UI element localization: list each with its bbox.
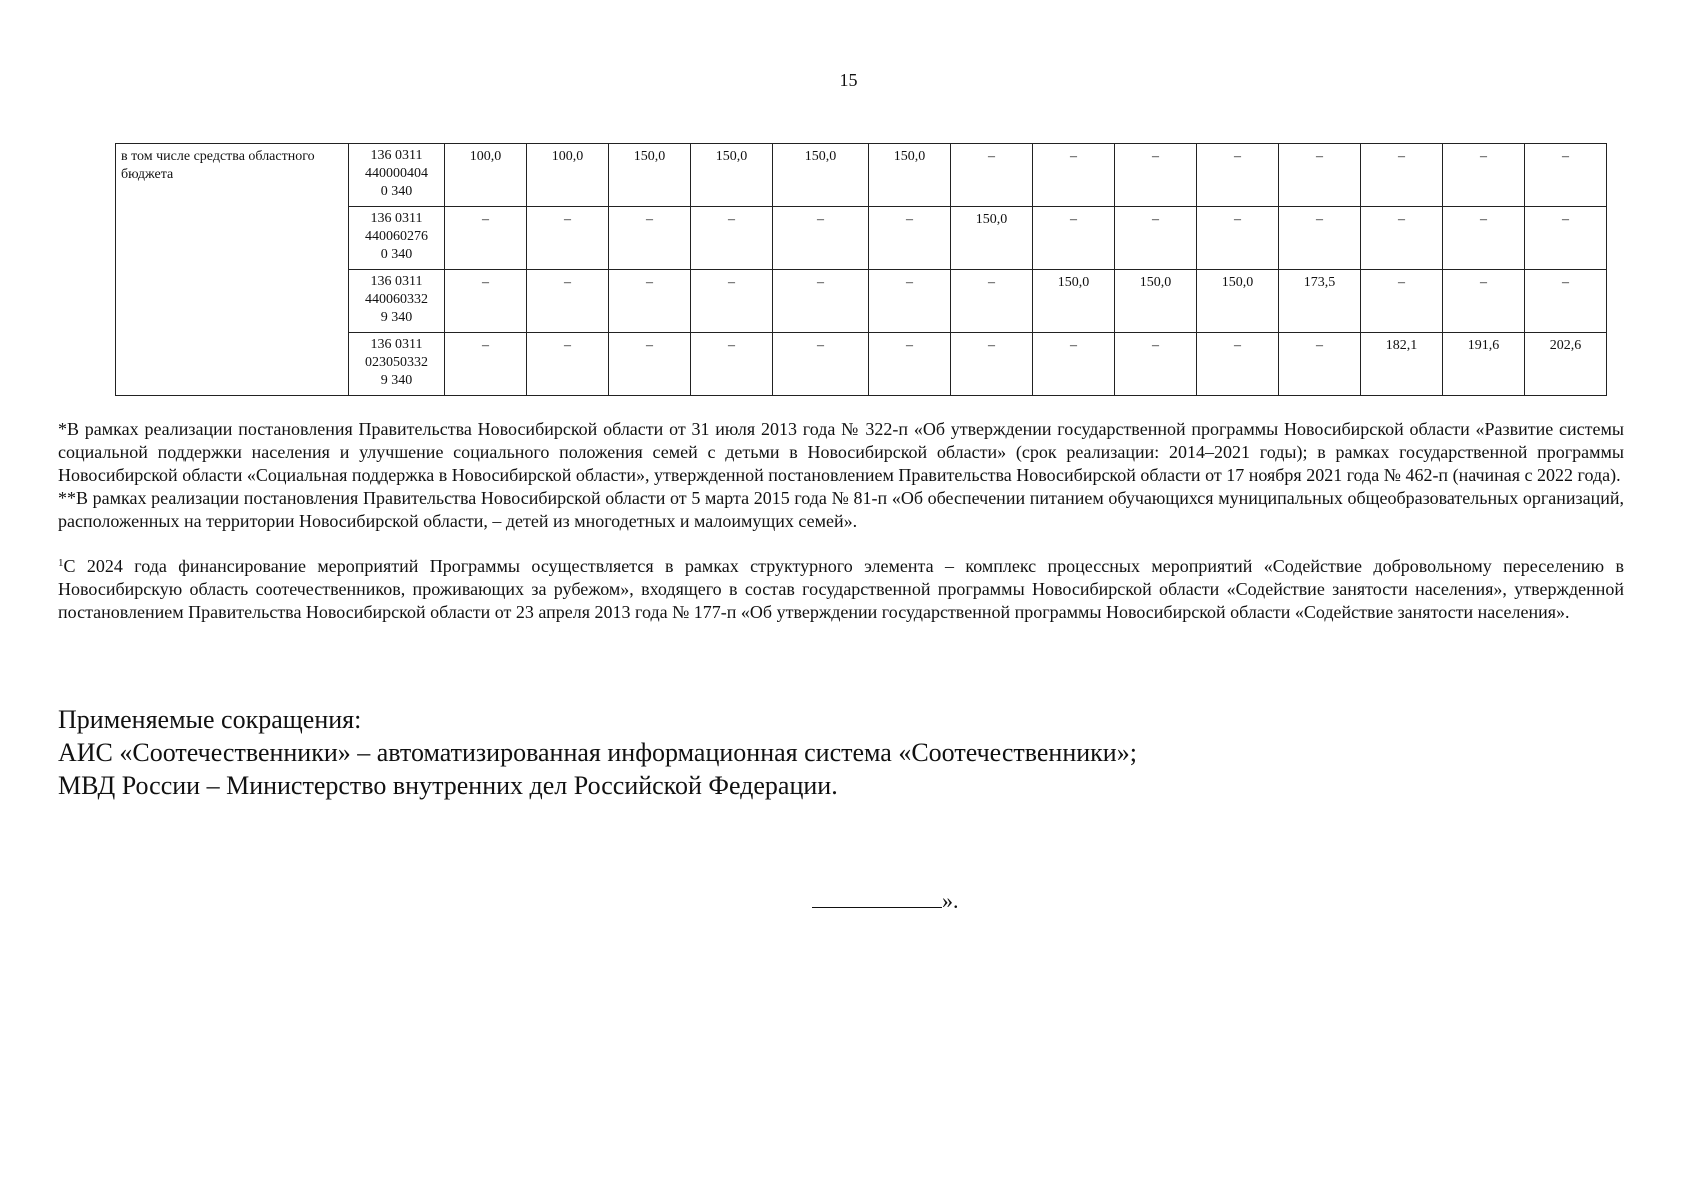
value-cell: – (1279, 144, 1361, 207)
value-cell: 150,0 (773, 144, 869, 207)
value-cell: – (1197, 144, 1279, 207)
value-cell: – (527, 270, 609, 333)
value-cell: – (1361, 270, 1443, 333)
value-cell: 191,6 (1443, 333, 1525, 396)
value-cell: – (773, 207, 869, 270)
value-cell: – (1033, 333, 1115, 396)
table-row (116, 144, 1607, 207)
value-cell: 150,0 (1033, 270, 1115, 333)
value-cell: – (1361, 207, 1443, 270)
value-cell: – (691, 333, 773, 396)
value-cell: – (951, 333, 1033, 396)
value-cell: – (1197, 207, 1279, 270)
value-cell: – (527, 207, 609, 270)
value-cell: – (1115, 144, 1197, 207)
value-cell: – (1033, 144, 1115, 207)
value-cell: – (1525, 207, 1607, 270)
value-cell: – (869, 207, 951, 270)
abbreviations (58, 703, 1638, 802)
value-cell: 150,0 (1197, 270, 1279, 333)
footnote-3-text: С 2024 года финансирование мероприятий Программы осуществляется в рамках структурного элемента – комплекс процессных мероприятий «Содействие добровольному переселению в Новосибирскую область соотечественников, проживающих за рубежом», входящего в состав государственной программы Новосибирской области «Содействие занятости населения», утвержденной постановлением Правительства Новосибирской области от 23 апреля 2013 года № 177-п «Об утверждении государственной программы Новосибирской области «Содействие занятости населения». (58, 556, 1624, 622)
value-cell: – (1115, 333, 1197, 396)
value-cell: – (445, 333, 527, 396)
value-cell: – (1525, 270, 1607, 333)
budget-code-line: 136 0311 (370, 148, 423, 163)
value-cell: – (951, 144, 1033, 207)
abbreviations-heading: Применяемые сокращения: (58, 705, 362, 734)
value-cell: – (1279, 333, 1361, 396)
value-cell: 150,0 (1115, 270, 1197, 333)
budget-code-cell (349, 270, 445, 333)
budget-code-cell (349, 144, 445, 207)
value-cell: – (1443, 270, 1525, 333)
value-cell: – (1033, 207, 1115, 270)
value-cell: – (445, 270, 527, 333)
value-cell: – (951, 270, 1033, 333)
abbreviation-item: МВД России – Министерство внутренних дел Российской Федерации. (58, 771, 838, 800)
value-cell: 150,0 (691, 144, 773, 207)
budget-code-line: 0 340 (380, 247, 413, 262)
value-cell: – (1197, 333, 1279, 396)
value-cell: – (1279, 207, 1361, 270)
value-cell: 100,0 (527, 144, 609, 207)
value-cell: – (1443, 144, 1525, 207)
value-cell: – (691, 270, 773, 333)
footnote-1: *В рамках реализации постановления Правительства Новосибирской области от 31 июля 2013 года № 322-п «Об утверждении государственной программы Новосибирской области «Развитие системы социальной поддержки населения и улучшение социального положения семей с детьми в Новосибирской области» (срок реализации: 2014–2021 годы); в рамках государственной программы Новосибирской области «Социальная поддержка в Новосибирской области», утвержденной постановлением Правительства Новосибирской области от 17 ноября 2021 года № 462-п (начиная с 2022 года). (58, 419, 1624, 485)
footnote-3 (58, 555, 1624, 624)
value-cell: – (691, 207, 773, 270)
value-cell: 150,0 (869, 144, 951, 207)
value-cell: 173,5 (1279, 270, 1361, 333)
budget-code-line: 440060276 (365, 229, 428, 244)
budget-code-line: 9 340 (380, 373, 413, 388)
value-cell: – (869, 270, 951, 333)
budget-code-line: 136 0311 (370, 211, 423, 226)
budget-code-line: 440000404 (365, 166, 428, 181)
value-cell: – (527, 333, 609, 396)
value-cell: 202,6 (1525, 333, 1607, 396)
budget-code-line: 136 0311 (370, 274, 423, 289)
value-cell: – (609, 207, 691, 270)
value-cell: – (869, 333, 951, 396)
value-cell: – (1115, 207, 1197, 270)
budget-code-line: 0 340 (380, 184, 413, 199)
closing-quote: ». (942, 888, 959, 913)
footnote-marker: 1 (58, 557, 64, 569)
value-cell: – (1443, 207, 1525, 270)
value-cell: – (445, 207, 527, 270)
value-cell: – (773, 270, 869, 333)
budget-table (115, 143, 1607, 396)
row-label-cell: в том числе средства областного бюджета (116, 144, 349, 396)
budget-code-cell (349, 207, 445, 270)
value-cell: – (773, 333, 869, 396)
value-cell: – (609, 333, 691, 396)
page-number: 15 (839, 70, 858, 90)
value-cell: – (1525, 144, 1607, 207)
budget-code-cell (349, 333, 445, 396)
value-cell: 150,0 (609, 144, 691, 207)
budget-code-line: 136 0311 (370, 337, 423, 352)
value-cell: 150,0 (951, 207, 1033, 270)
budget-code-line: 023050332 (365, 355, 428, 370)
value-cell: 182,1 (1361, 333, 1443, 396)
signature-line (812, 887, 942, 908)
value-cell: – (609, 270, 691, 333)
closing-mark (812, 887, 959, 914)
footnotes (58, 418, 1624, 624)
footnote-2: **В рамках реализации постановления Правительства Новосибирской области от 5 марта 2015 года № 81-п «Об обеспечении питанием обучающихся муниципальных общеобразовательных организаций, расположенных на территории Новосибирской области, – детей из многодетных и малоимущих семей». (58, 488, 1624, 531)
value-cell: 100,0 (445, 144, 527, 207)
abbreviation-item: АИС «Соотечественники» – автоматизированная информационная система «Соотечественники»; (58, 738, 1137, 767)
budget-code-line: 9 340 (380, 310, 413, 325)
value-cell: – (1361, 144, 1443, 207)
budget-code-line: 440060332 (365, 292, 428, 307)
